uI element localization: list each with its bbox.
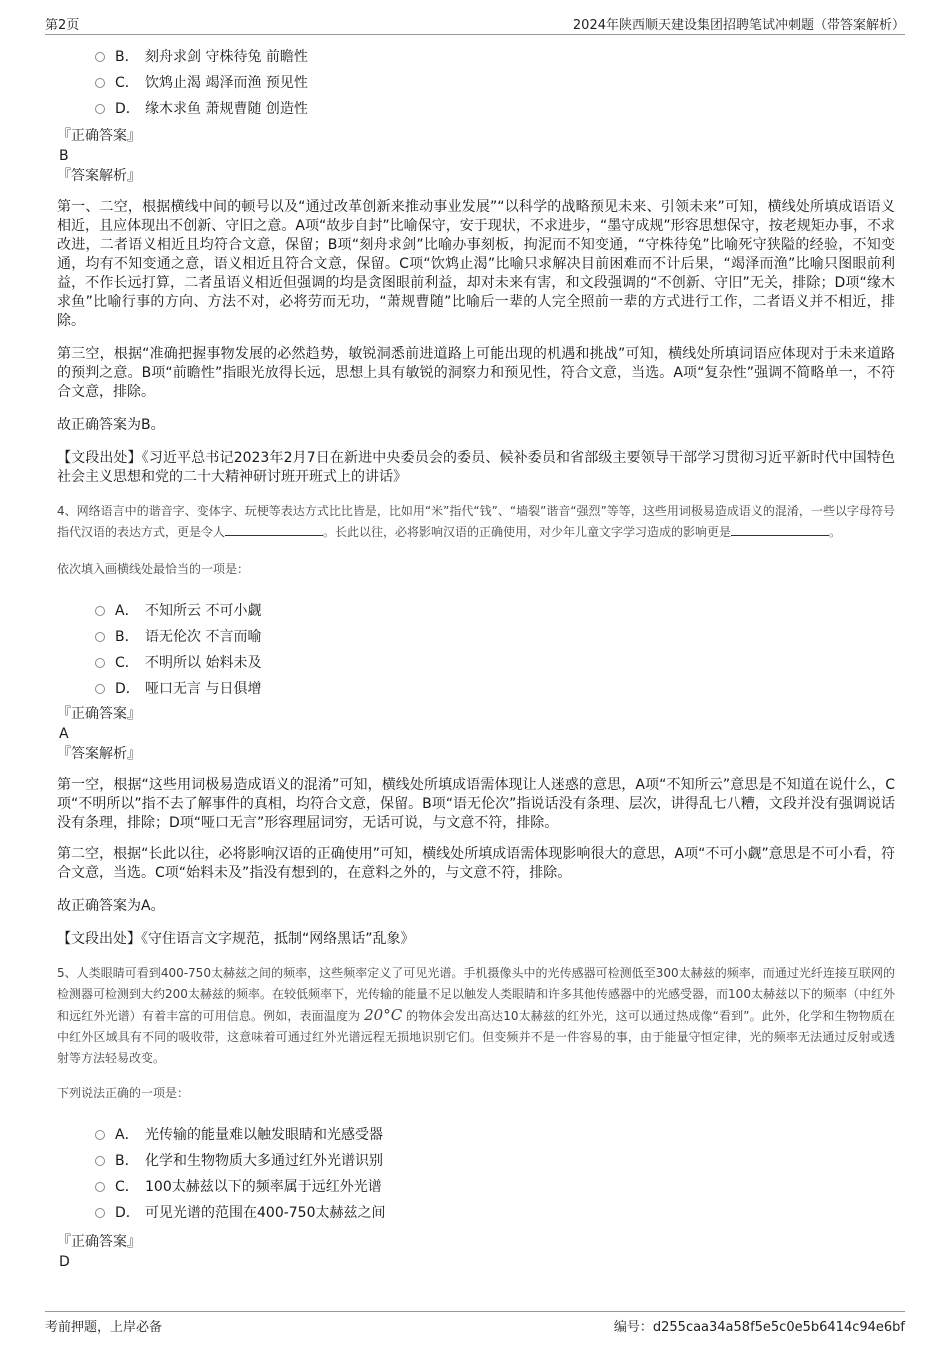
q4-stem: 4、网络语言中的谐音字、变体字、玩梗等表达方式比比皆是，比如用“米”指代“钱”、“墙裂”谐音“强烈”等等，这些用词极易造成语义的混淆，一些以字母符号指代汉语的表达方式，更是令人 。长此以往，必将影响汉语的正确使用，对少年儿童文字学习造成的影响更是 。 <box>57 504 895 539</box>
document-id: 编号：d255caa34a58f5e5c0e5b6414c94e6bf <box>613 1320 905 1335</box>
radio-icon[interactable] <box>95 104 105 114</box>
radio-icon[interactable] <box>95 684 105 694</box>
temperature-formula: 20°C <box>364 1006 403 1024</box>
radio-icon[interactable] <box>95 1208 105 1218</box>
q5-answer: D <box>59 1254 70 1270</box>
radio-icon[interactable] <box>95 658 105 668</box>
q4-answer: A <box>59 726 69 742</box>
q4-option-d[interactable]: D． 哑口无言 与日俱增 <box>57 676 895 702</box>
q5-stem: 5、人类眼睛可看到400-750太赫兹之间的频率，这些频率定义了可见光谱。手机摄像头中的光传感器可检测低至300太赫兹的频率，而通过光纤连接互联网的检测器可检测到大约200太赫兹的频率。在较低频率下，光传输的能量不足以触发人类眼睛和许多其他传感器中的光感受器，而100太赫兹以下的频率（中红外和远红外光谱）有着丰富的可用信息。例如，表面温度为 20°C 的物体会发出高达10太赫兹的红外光，这可以通过热成像“看到”。此外，化学和生物物质在中红外区域具有不同的吸收带，这意味着可通过红外光谱远程无损地识别它们。但变频并不是一件容易的事，由于能量守恒定律，光的频率无法通过反射或透射等方法轻易改变。 <box>57 966 895 1065</box>
q3-analysis-label: 『答案解析』 <box>57 168 141 184</box>
q5-prompt: 下列说法正确的一项是： <box>57 1086 190 1100</box>
q5-option-d[interactable]: D． 可见光谱的范围在400-750太赫兹之间 <box>57 1200 895 1226</box>
q4-source: 【文段出处】《守住语言文字规范，抵制“网络黑话”乱象》 <box>57 931 415 947</box>
radio-icon[interactable] <box>95 632 105 642</box>
q4-option-c[interactable]: C． 不明所以 始料未及 <box>57 650 895 676</box>
q3-option-b[interactable]: B． 刻舟求剑 守株待兔 前瞻性 <box>57 44 895 70</box>
q4-options <box>57 598 895 702</box>
page-content <box>57 44 895 1272</box>
q5-options <box>57 1122 895 1226</box>
q3-option-d[interactable]: D． 缘木求鱼 萧规曹随 创造性 <box>57 96 895 122</box>
radio-icon[interactable] <box>95 78 105 88</box>
q5-answer-label: 『正确答案』 <box>57 1234 141 1250</box>
radio-icon[interactable] <box>95 606 105 616</box>
radio-icon[interactable] <box>95 1182 105 1192</box>
q3-analysis-p2: 第三空，根据“准确把握事物发展的必然趋势，敏锐洞悉前进道路上可能出现的机遇和挑战”可知，横线处所填词语应体现对于未来道路的预判之意。B项“前瞻性”指眼光放得长远，思想上具有敏锐的洞察力和预见性，符合文意，当选。A项“复杂性”强调不简略单一，不符合文意，排除。 <box>57 346 895 400</box>
answer-blank <box>225 522 323 536</box>
q4-prompt: 依次填入画横线处最恰当的一项是： <box>57 562 250 576</box>
footer-slogan: 考前押题，上岸必备 <box>45 1320 163 1335</box>
q4-answer-label: 『正确答案』 <box>57 706 141 722</box>
answer-blank <box>731 522 829 536</box>
q4-analysis-p1: 第一空，根据“这些用词极易造成语义的混淆”可知，横线处所填成语需体现让人迷惑的意思，A项“不知所云”意思是不知道在说什么，C项“不明所以”指不去了解事件的真相，均符合文意，保留。B项“语无伦次”指说话没有条理、层次，讲得乱七八糟，文段并没有强调说话没有条理，排除；D项“哑口无言”形容理屈词穷，无话可说，与文意不符，排除。 <box>57 777 895 831</box>
q3-conclusion: 故正确答案为B。 <box>57 417 165 433</box>
q3-options <box>57 44 895 122</box>
q3-option-c[interactable]: C． 饮鸩止渴 竭泽而渔 预见性 <box>57 70 895 96</box>
page-header <box>45 12 905 35</box>
q4-option-a[interactable]: A． 不知所云 不可小觑 <box>57 598 895 624</box>
q4-analysis-label: 『答案解析』 <box>57 746 141 762</box>
document-title: 2024年陕西顺天建设集团招聘笔试冲刺题（带答案解析） <box>572 18 905 33</box>
q4-option-b[interactable]: B． 语无伦次 不言而喻 <box>57 624 895 650</box>
q3-answer-label: 『正确答案』 <box>57 128 141 144</box>
q3-answer: B <box>59 148 69 164</box>
radio-icon[interactable] <box>95 52 105 62</box>
q4-analysis-p2: 第二空，根据“长此以往，必将影响汉语的正确使用”可知，横线处所填成语需体现影响很大的意思，A项“不可小觑”意思是不可小看，符合文意，当选。C项“始料未及”指没有想到的，在意料之外的，与文意不符，排除。 <box>57 846 895 881</box>
radio-icon[interactable] <box>95 1130 105 1140</box>
q5-option-a[interactable]: A． 光传输的能量难以触发眼睛和光感受器 <box>57 1122 895 1148</box>
q4-conclusion: 故正确答案为A。 <box>57 898 165 914</box>
page-number: 第2页 <box>45 18 80 33</box>
q5-option-c[interactable]: C． 100太赫兹以下的频率属于远红外光谱 <box>57 1174 895 1200</box>
page-footer <box>45 1311 905 1336</box>
q5-option-b[interactable]: B． 化学和生物物质大多通过红外光谱识别 <box>57 1148 895 1174</box>
q3-source: 【文段出处】《习近平总书记2023年2月7日在新进中央委员会的委员、候补委员和省部级主要领导干部学习贯彻习近平新时代中国特色社会主义思想和党的二十大精神研讨班开班式上的讲话》 <box>57 450 895 485</box>
radio-icon[interactable] <box>95 1156 105 1166</box>
q3-analysis-p1: 第一、二空，根据横线中间的顿号以及“通过改革创新来推动事业发展”“以科学的战略预见未来、引领未来”可知，横线处所填成语语义相近，且应体现出不创新、守旧之意。A项“故步自封”比喻保守，安于现状，不求进步，“墨守成规”形容思想保守，按老规矩办事，不求改进，二者语义相近且均符合文意，保留；B项“刻舟求剑”比喻办事刻板，拘泥而不知变通，“守株待兔”比喻死守狭隘的经验，不知变通，均有不知变通之意，语义相近且符合文意，保留。C项“饮鸩止渴”比喻只求解决目前困难而不计后果，“竭泽而渔”比喻只图眼前利益，不作长远打算，二者虽语义相近但强调的均是贪图眼前利益，却对未来有害，和文段强调的“不创新、守旧”无关，排除；D项“缘木求鱼”比喻行事的方向、方法不对，必将劳而无功，“萧规曹随”比喻后一辈的人完全照前一辈的方式进行工作，二者语义并不相近，排除。 <box>57 199 895 329</box>
